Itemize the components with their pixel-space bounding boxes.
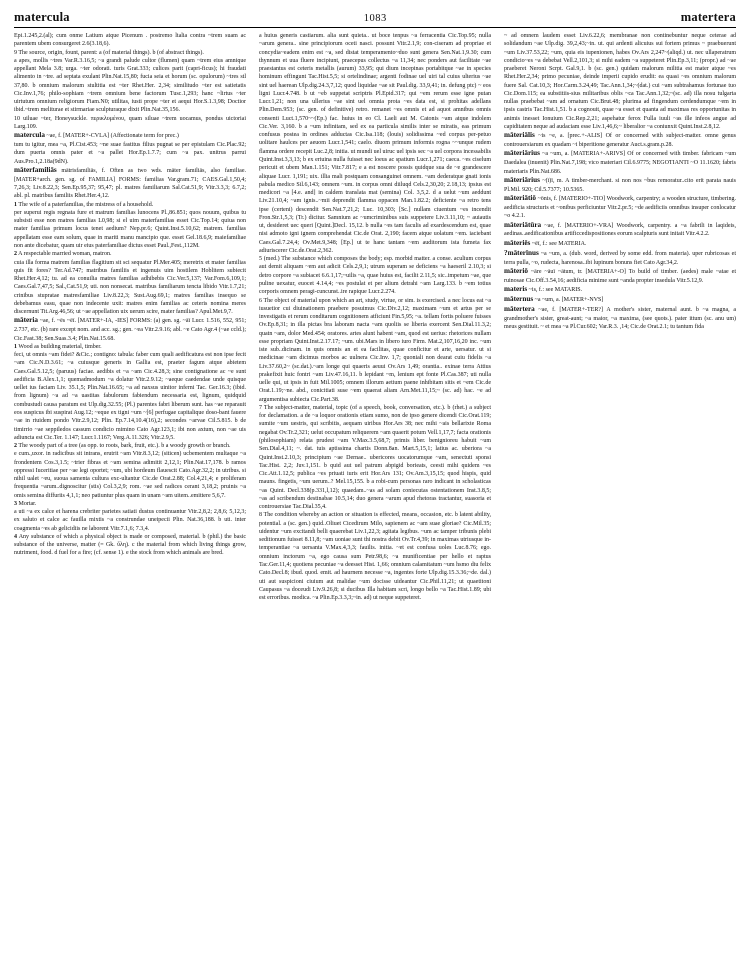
dictionary-entry [504,221,736,239]
sense-number: 2 [14,443,17,450]
dictionary-entry [14,316,246,342]
sense-definition: Wood as building material, timber. [18,343,102,350]
header-rule [14,27,736,28]
column-3 [504,32,736,952]
entry-body: ~ae, f. [MATER+-CVLA] (Affectionate term for prec.) [46,133,179,140]
sense-block: 9 The source, origin, fount, parent: a (of material things). b (of abstract things). [14,49,204,56]
sense-block [14,250,246,258]
column-2 [259,32,491,952]
entry-body: ~(ī)ī, m. A timber-merchant. si non nos ~bus remoratur..cito erit parata nauis Pl.Mil. 920; Cil.5.7377; 10.5365. [504,177,736,193]
entry-body: ~ae, f. ~ēs ~ēī. [MATER+-IA, -IES] FORMS: (a) gen. sg. ~āī Lucr. 1.516, 552, 951; 2.737, etc. (b) rare except nom. and acc. sg.; gen. ~ea Vitr.2.9.16; abl. ~e Cato Agr.4 (~ae ccld.); Cic.Fast.38; Sen.Suas.3.4; Plin.Nat.15.68. [14,318,246,342]
sense-block [14,343,246,351]
sense-block: 6 The object of material upon which an art, study, virtue, or sim. is exercised. a nec locus eat ~a iusuetior cui diuinationem praebere posuimus Cic.Div.2,12; maximam ~um et artus per se investigatis et rerum conditarum cognitionem atficiunt Fin.5,95; ~a. tellam fortis poluere fuisses Ov.Ep.8,31; in illa pictas bra laboram nacta ~am quoliis se liberia exercent Sen.Dial.11.3,2; quatn ~am, dolor Med.454; oratores. artes alunt habent ~am, quod est uerius: rhetorices nullam esse propriam Quint.Inst.2.17.17; ~um. ubi.Mars in libero iuro Firm. Mat.2,107,16,20 inc. ~um iste sub..dicinam. in quis omnis an et ea facilitas, quae conficitur et arte, uersatur. ut si medicinae ~am dicimus morbos ac uulnera Cic.Inv. 1,7; quoniali non dearat cuiu fidelis ~a Liv.37.60,2~ (sc.dat.).~am longe qui quaeris aeuui Ov.Ars 1,49; orantia.. exinae terra Attius prakefixit huic fontri ~am Liv.47.16,11. b lepidant ~m, lenium ept fonte Pl.Cas.387; uti nulla uelle qui, ut ipsis in fuit Mil.1005; omnem illorum aetium paene inhibitam sitis et ~em Cic.de Orat.1.19;~ne. abd., conicitiati suse ~em quaerat aliam Arn.Met.11,15;~ (sc. ad) hac. ~e ad argumentisa subiecta Cic.Part.38. [259,297,491,403]
headword: māteriātūra [504,220,542,229]
sense-number: 3 [14,500,17,507]
sense-definition: Any substance of which a physical object is made or composed, material. b (phil.) the basic substance of the universe, matter (= Gk. ὕλη). c the material from which living things grow, nutriment, food. d fuel for a fire; (cf. sense 1). e the stock from which animals are bred. [14,533,246,557]
sense-number: 4 [14,533,17,540]
headword: māteriātiō [504,194,536,203]
entry-body: ~ēī, f.: see MATERIA. [531,240,587,247]
sense-citations: feci, ut omnis ~am fidei? &Cic.; contigno: tabula: faber cum quali aedificatura est non ipse fecit ~am Cic.N.D.3.61; ~a cuiusque generis in Gallia est, praeter fagum atque abietem Caes.Gal.5.12,5; (paruus) faciae. aedibis et ~a ~am Cic.4.28,3; sine contignatione ac ~e sunt aedificia B.Alex.1,1; quemadmodum ~a dolatur Vitr.2.9.12; ~aeque caedendae unde quisque uellet ius faciam Liv. 35.1,5; Plin.Nat.16.65; ~a ad naxsus uinitor inferni Tac. Ger.16.3; (ibid. from lignum) ~a ad ~a uastitas fabulorum fabiendum necessaria est, lignum, quidquid combustudi causa paratum est Ulp.dig.32.55; (Pl.) parentes fabri liberum sunt. has ~ae reparauit eos suspicus ibi suspirat Aug.12; ~eque ex tigni ~um ~[6] perfugae capitalique doso-bant fauere ~ae in riuidem pondo Vitr.2.9,12; Plin. Ep.7.14,10.4(16),2; secondes ~arvae Cil.5.815. b de timirrio ~ae seppiledos cassum condicio mimino Cato Agr.123,1; ibi non axtum, non ~ae uis adiuncta est Cic.Ter. 1.147; Lucr.1.1167; Verg.A.11.326; Vitr.2.9,5. [14,352,246,441]
entry-body: ~a ~um, a. [MATERIA+-ARIVS] Of or concerned with timber. fabricam ~um Daedalea (inuenit) Plin.Nat.7,198; vico materiari Cil.6.9775; NEGOTIANTI ~O 11.1620; fabris materiaris Plin.Nat.686. [504,151,736,175]
sense-block: 7 The subject-matter, material, topic (of a speech, book, conversation, etc.). b (rhet.) a subject for declamation. a de ~a loquor orationis etiam sumo, non de ipso genere dicendi Cic.Orat.119; sumite ~um uestris, qui scribitis, aequam uiribus Hor.Ars 38; nec mihi ~ais bellarixte Roma negabat Ov.Tr.2,321; uelut occupatum reliquerem ~am quaerit potum Vell.1,17,7; facta orationis (philosophiam) relata prudest ~am V.Max.3.5,68,7; primis liber. benignioreu habuit ~um Sen.Dial.4,11; ~. dat. tuis aptissima chartis Donn.8an. Mart.5,15,1; latius ac. uberiora ~a Quint.Inst.2.10,3; principium ~ae Dernae.. ubericores uocatorumque ~am, senectuti sponsi Tac.Hist. 2,2; Juv.1,151. b quid aut uel patrum abpigid borieats, ceesti mihi quidem ~es Cic.Att.1.12,5; publica ~es priuati iuris erit Hor.Ars 131; Ov.Am.3,15,15; quod hispis, quid mauns. fingetis, ~um uerum..? Mel.15,155. b a robi-cum personas raro indicant in scholasticas ~as Quint. Decl.338(p.331,l,12); quaedam..~as ad solam coniecutas ostentationem Inst.3.8,5; ~as ad scribendum destinabae 10.5,14; duo genera ~arum apud rhetoras tractantur, suasoria et controuersiae Tac.Dial.35,4. [259,404,491,511]
sense-definition: The woody part of a tree (as opp. to roots, bark, fruit, etc.). b a woody growth or branch. [18,443,231,450]
sense-definition: Mortar. [18,500,37,507]
sense-number: 2 [14,251,17,258]
dictionary-entry [504,285,736,295]
dictionary-entry [504,249,736,267]
headword: māteriēs [504,238,531,247]
column-continuation: a huius generis castiarum. alia sunt quieta.. ut boce tenpus ~a ferracentia Cic.Top.95; nulla ~arum genera.. sine principiorum oceti nasci. possunt Vitr.2.1,9; con-ciseram ad propriae et concydia~eadem enim est ~a, sed distat temperamento~duo sunt genera Sen.Nat.1,9.30; cum thynnum et uua fluere incipiunt, praecepus collectus ~a 11,34; nec ponders aut facilitate ~ae praestantus est ceteris metallis (aurum) 33,95; qui dium incepinas portabitque ~ae in species hominum effingunt Tac.Hist.5,5; si ortelindinae; argenti fodinae uel uiri tal cuius ulterius ~ae sint uel haerean Ulp.dig.24.3,7,12; quod liquidae ~ae sit Paul.dig. 33,9,41; in. defung ptc) ~ eos ligni Lucr.4.748. b ut ~eb suppetat scriptris Pl.Epid.317; qui ~em rerum esse igne putan Lucr.1,21; non una ullerius ~ae sint uel omnia prota ~es data est, si prohitas adellans Plin.Dem.953; (sc. gen. of definitive) retro. remanet ~es omnis et ad aquot amnibus omnis consenti Luct.1,570~~(Ep.) fac. huius in eo Cl. Laeli aut M. Catonis ~am atque indolem Cic.Ver. 3,160. b a ~um infinitam, sed ex ea particula similis inter se miratis, eas primum confusus postea in ordines adductas Cic.Isa.118; (louis) solidissima ~ed corpus per-petuo uolitare haulces per aeuom Lucr.1,541; caelo. diuom primum informis rogna ~~unque rudem flamma ordere recepit Luc.2,8; initia. ut mundi uel uiruc uel ipsis sec ~a uel corpora incessabilis Quint.Inst.3,3,13; b ex eriuina nulla fuisset nec loeus ac spatium Lucr.1,271; caeca. ~es ciselum pericuit et ubem Man.1.151; Vitr.7.817; e a est noscere possis quidque sua de ~e grandescere aliquae Lucr. 1,191; uix. illia mali postquam consanguinei omnem. ~am dederatque gnati ionis pabula medico Sil.6,143; omnem ~um. in corpus omni diiluqd Cels.2,30,20; 2.18,13; ipsius est medicori ~a [4.e. and] in caldem translata mat (semina) Col. 3,5,2. d a uelut ~um aeddunt Liv.21.10,4; ~am ignis..~mii deprendit flamma oppacen Man.1.82.2; deficiente ~a retro tens ipse (certeni) descendit Sen.Nat.7,21,2; Luc. 10,303; [Sc.] nullam ciuentum ~es incendit Fron.Str.1,5,3; (Tr.) dicitur. Samnium ac ~umcriminibus suis suppetere Liv.3.11,10; ~ auiautis ut, desideret uec queri [Quint.]Decl. 15,12. b nulla ~es tam faculis ad exardescendum est, quae nisi admoto igni ignem comprehendat Cic.de Orat. 2,190; facem atque uolatum ~em. iaciebant Caes.Gal.7.24,4; Ov.Met.9,348; [Ep.] ut te hanc tantam ~em auditorum ista fumeta fax adiuriscerer Cic.de.Orat.2,362. [259,33,491,254]
dictionary-entry [504,267,736,285]
entry-body: ~is, f.: see MATARIS. [528,287,583,294]
dictionary-entry [14,131,246,141]
columns-container [14,32,736,952]
dictionary-entry [504,194,736,220]
sense-citations: e cum.,uxor. in radicibus sit intrans, erutrit ~am Vitr.8.3,12; (siticen) ucbementem multaque ~a frondentem Cos.3,1.5; ~trier fibras et ~am semina adimitit 2,12,1; Plin.Nat.17,178. b ramos oppressi Iuceritiae per ~ae legi oportet; ~um, ubi hordeum flauescit Cato.Agr.32,2; in utribus. si nihil ualet ~eu, suoua samenta cultura exc-ultantur Cic.de Orat.2.88; Col.4,21,4; e proliferam frequentia ~arum..dignoscitur (stis) Col.3,2,9; rom. ~ae sed radices cerant 3,18,2; pruinis ~a omis semina diffuriis 4,1,1; neo patiuntur plus quam in unam ~am uitem..emittere 5,6,7. [14,451,246,499]
headword: māteriālis [504,131,535,140]
headword: materis [504,285,528,294]
sense-block: 5 (med.) The substance which composes the body; esp. morbid matter. a conse. aculium corpus aut demit aliquam ~em aut adicit Cels.2,9,1; utrum superam se deficiens ~a haeseril 2.10,3; si detro corpore ~a subiacet 6.6.1,17;~uilis ~a, quae huius est, facilit 2.11,5; sic..impetum ~ae, que puline uexatur, euocet 4.14,4; ~es postulat et per alium detrahi ~am Larg.133. b ~em totius corporis omnem peragi-cuncunst..ire rapique Lucr.2.274. [259,256,491,296]
headword: māteria [14,316,38,325]
sense-block [14,500,246,508]
folio-number: 1083 [363,13,387,24]
sense-number: 1 [14,201,17,208]
dictionary-entry [14,166,246,201]
sense-definition: The wife of a paterfamilias, the mistress of a household. [18,201,154,208]
entry-body: ~a ~um, a. [MATER+-NVS] [534,297,604,304]
running-head-left: matercula [14,10,70,24]
sense-citations: per superui regis regnata fure et matrum familias lunocens Pl.,86.851; quos nouum, quibus tu subsisti esse non matres familias L0,98; si el uim materfamilias esset Cic.Top.14; quiua non mater familias primum locus tenet aedium? Nep.pr.6; Quint.Inst.5.10,62; matrem. familias appellatam esse eam solum, quae in mariti manu mancipio que. esset Gel.18.6,9; maiefamiliae non ante dicebatur, quam uir eius paterfamiliae dictus esset Paul.,Fest.,112M. [14,209,246,249]
entry-body: ~ae, f. [MATERIO+-VRA] Woodwork, carpentry. a ~a fabrili in laqideis, aedinas..aedificationibus artificcedispositiones eorum scalpturis sunt initait Vitr.4.2.2. [504,222,736,238]
column-1 [14,32,246,952]
headword: māteriārius [504,175,540,184]
headword: ?māterīnus [504,248,539,257]
headword: mātertera [504,304,535,313]
sense-number: 1 [14,343,17,350]
entry-body: ~ae, f. [MATER+-TER?] A mother's sister, maternal aunt. b ~a magna, a grandmother's sister, great-aunt; ~a maior, ~a maxima, (see quots.). pater ittum (sc. anu um) meus gestituit. ~ et mea ~a Pl.Cur.602; Var.R.3. ,14; Cic.de Orat.2.1; tu tantum fida [504,306,736,331]
running-head-right: matertera [680,10,736,24]
sense-definition: A respectable married woman, matron. [18,251,112,258]
headword: matercula [14,131,46,140]
entry-citations: tum tu igitur, mea ~a, Pl.Cist.453; ~ne suae fastitus filius pugnat se per epistulam Cic.Plac.92; dum puerta omnis pater et ~a pallet Hor.Ep.1.7.7; cum ~a pax. unitrus parrui Aus.Pro.1,2.18a(9dN). [14,142,246,165]
dictionary-entry [504,239,736,249]
entry-body: ~ōnis, f. [MATERIO+-TIO] Woodwork, carpentry; a wooden structure, timbering. aedificia structuris et ~onibus perficiuntur Vitr.2.pr.5; ~de aedificiis omnibus insuper conlocatur ~o 4.2.1. [504,196,736,220]
sense-citations: cuia illa forma matrem familias flagitium sit sci sequatur Pl.Mer.405; meretrix et mater familias quis fit fores? Ter.Ad.747; matribus familiis et ingenuis uim hostilem Hoblitem subiecit Rhet.Her.4,12; tu. ad ea conuilia matres familias adhibebis Cic.Ver.5,137; Var.Fom.6,109,1; Caes.Gal.7,47,5; Sal.,Cat.51,9; uti. non nonsecat. matribus familiarum tencta libido Vitr.1.7,21; crinibus stupratae matresfamiliae Liv.8.22,3; Sust.Aug.69,1; matres familias insequo se debebamus easu, quae non indecente uxit: matres enim familias ac ceteris nomina meres discernunt Tit.Arg.46,56; ut ~ae appellation uix uerum scire, mater familias? Apul.Met.9,7. [14,259,246,316]
sense-block [14,201,246,209]
headword: māteriārius [504,149,540,158]
dictionary-entry [504,149,736,175]
dictionary-entry [504,295,736,305]
entry-body: ~āre ~āuī ~ātum, tr. [MATERIA+-O] To build of timber. (aedes) male ~atae et ruinosae Cic.Off.3.54,16; aedificia minime sunt ~anda propter insedula Vitr.5.12,9. [504,268,736,284]
column-continuation: Epi.1.245,2.(al); cum onme Latium atque Picenum . postremo ltalia contra ~trem suam ac parentem ubem consurgeret 2.6(3.18,6). [14,33,246,48]
sense-citations: a uti ~a ex calce et harena crebriter parietes satiati dustus continuantur Vitr.2,8,2; 2,8,6; 5,12,3; ex saluto et calce ac fauilla mixtis ~a construndae uneipecii Plin. Nat.36,188. b uti. inter coagmenta ~es ab gelicidiis ne laborent Vitr.7.1,6; 7.3,4. [14,509,246,532]
entry-body: ~a ~um, a. (dub. word, derived by some edd. from materia). uper rubricosas et terra pulla, ~o, rudecta, harenosa..ibi lupinum bonuns fiet Cato Agr.34,2. [504,250,736,266]
sense-block: 10 uiluae ~ter, Honeysuckle. περικλυμένου, quam siluae ~trem uocamus, pondus uictoriai Larg.109. [14,115,246,130]
column-continuation: ~ ad omnem laudem esset Liv.6.22,6; membranae non continebuntur neque ceterae ad solidandum ~ae Ulp.dig. 39,2,43;~in. ut. qui ardenti alicuius sui fortem primus ~ praebuerunt ~um Liv.37.53,22; ~um, quia eis iupenionen, habes Ov.Ars 2,247~(aliqd.) ut. nec ullaperatrum condicio~es ~a debebat Vell.2,101,3; si mihi eadem ~a suppeteret Plin.Ep.3,11; (propr.) ad ~ae praeberet Neroni Scrpt. Gal.9,1. b (sc. gen.) quidam malorum militia est mater atque ~es Rhet.Her.2,34; primo pecuniae, deinde imperii cupido erudit: ea quasi ~es omnium malorum fuere Sal. Cat.10,3; Hor.Carm.3.24,49; Tac.Ann.1,34;~(dat.) cui ~am subtrahamus fortunae tuo Cic.Dom.115; ea substitiis-sius militaribus oblis ~ca Tac.Ann.1,32;~(sc. ad) illa nosu tulgarta nullas praebebat ~am ad ornatum Cic.Brut.48; plurima ad fingendum cerdendumque ~em in ipsis castris Tac.Hist.1,51. b a cognouit, quae ~a esset et quanta ad maximas res opportunitas in animis inesset Ionuium Cic.Rep.2,21; aspehatur ferox Fulla iuuli ~as ille infeos angue ad capiditatem neque ad audaciam esse Liv.1,46,6;~ liberalior ~a coniunxit Quint.Inst.2.8,12. [504,33,736,130]
sense-block: 8 The condition whereby an action or situation is effected, means, occasion, etc. b latent ability, potential. a (sc. gen.) quid..Oliuet Cicedirum Milo, sapienem ac ~am suae gloriae? Cic.Mil.35; uidentur ~um excitandi belli quaerebat Liv.1,22,3; agitata legibus. ~um ac tamper tribunis plebi seditionum fuisset 8.11,8; ~am uoniae sunt thi nostra debit Ov.Tr.4,39; in maximas utriusque in-temperantiae ~a uersanta V.Max.4,3,3; fauilis. initia. ~et est confusa uoles Luc.8.76; ego. omnium inctorum ~a, ego causa sum Petr.98,6; ~a munificentiae per hello et raptus Tac.Ger.11,4; quotiens pecuniae ~a deesset Hist. 1,66; omnium calamitatum ~um hsmo diu felix Cato.Decl.8; ibud. quod. emit. ad haurnem necesse ~a, ingentes forte Ulp.dig.15.3.36;~de. dal.) uti aut suspicioni ciuium aut malidae ~um docisse uideantur Cic.Phil.11,21; ut quaetitoni Caupasus ~a doceudi Liv.9.26,8; si ducibus Illa habitam scri, longo bello ~a Tac.Hist.1.89; ubi est erroribus. modica. ~a Plin.Ep.3.3,3;~in. ad) ut neque suppeteret. [259,512,491,602]
dictionary-entry [504,131,736,149]
headword: māternus [504,295,534,304]
dictionary-entry [504,176,736,194]
sense-block: a apes, mollis ~tres Var.R.3.16,5; ~a grandi palude cultor (flumen) quam ~trem eius amnique appellant Mela 3.8; urga. ~ter odorati. turis Grat.333; culices parit (capri-ficus); hi fraudati alimento in ~tre. ad septata exulant Plin.Nat.15,80; fucia seia et horum (sc. opulorum) ~tres stl 37,80. b omnium malorum stultitia est ~ter Rhet.Her. 2,34; similitudo ~ter est satietatis Cic.Inv.1,76; philo-sophiam ~trem omnium bene factorum Tusc.1,293; hanc ~lirtus ~ter uirtutum omnium religiorum Fiam.N0; utilitas, iusti prope ~ter et aequi Hor.S.1.3,98; Doctior ibid.~trem meliturae et stirmariae sculpturaque dixit Plin.Nat.35,156. [14,57,246,114]
entry-body: mātrisfamiliās, f. Often as two wds. māter familiās, also familiae. [MATER+arch. gen. sg. of FAMILIA] FORMS: familias Var.gram.71; CAES.Gal.1,50,4; 7,26,3; Liv.8.22,3; Sen.Ep.95,37; 95,47; pl. matres familiarum Sal.Cat.51,9; Vitr.3.3,3; 6.7,2; abl. pl. matribus familiis Rhet.Her.4,12. [14,167,246,200]
page-header [14,10,736,25]
dictionary-entry [504,305,736,331]
headword: māteriō [504,266,528,275]
sense-block [14,533,246,558]
sense-block [14,442,246,450]
entry-body: ~is ~e, a. [prec.+-ALIS] Of or concerned with subject-matter. omne genus controuersiarum ex quadam ~i biperitione generatur Auct.s.gram.p.28. [504,133,736,149]
headword: māterfamiliās [14,165,57,174]
